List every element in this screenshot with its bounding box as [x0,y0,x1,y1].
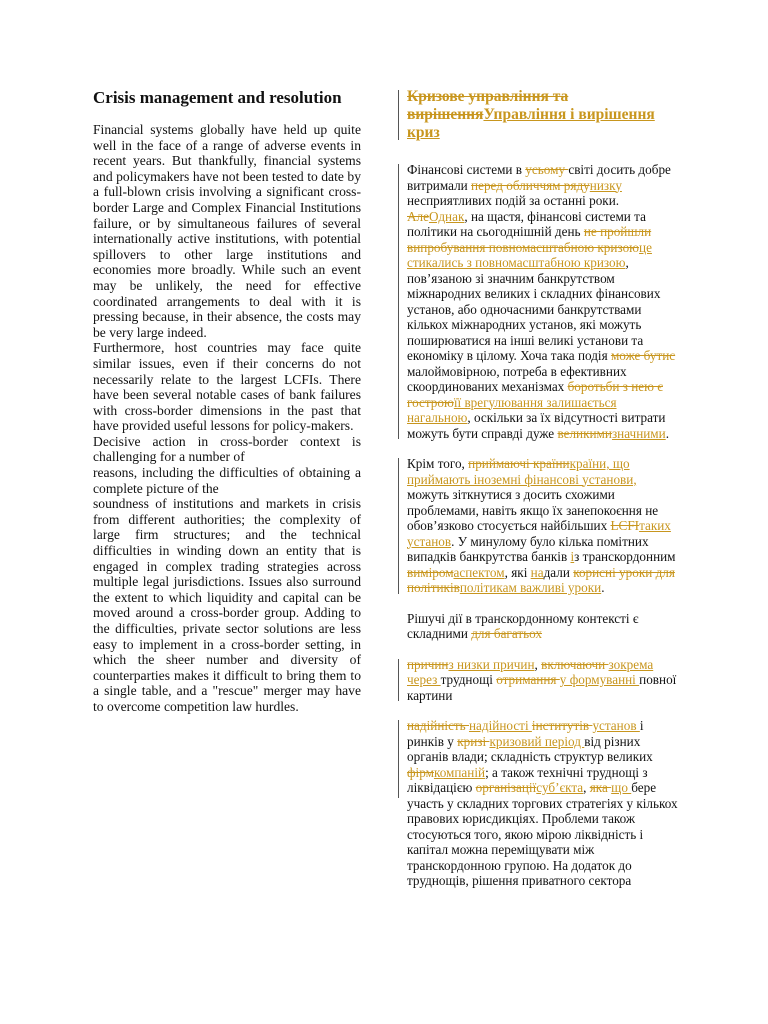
english-paragraph-4[interactable]: reasons, including the difficulties of obtaining a complete picture of the [93,465,361,496]
text-run: , оскільки за їх відсутності витрати можуть бути справді дуже [407,410,666,441]
english-paragraph-5[interactable]: soundness of institutions and markets in crisis from different authorities; the complexity of large firm structures; and the technical difficulties in winding down an entity that is engaged in complex trading strategies across multiple legal jurisdictions. Issues also surround the extent to which liquidity and capital can be moved around a cross-border group. Adding to the difficulties, private sector solutions are less easy to implement in a cross-border setting, in which the sheer number and diversity of counterparties makes it difficult to bring them to a single table, and a "rescue" merger may have to overcome competition law hurdles. [93,496,361,714]
english-paragraph-1[interactable]: Financial systems globally have held up quite well in the face of a range of adverse events in recent years. But thankfully, financial systems and policymakers have not been tested to date by a full-blown crisis involving a significant cross-border Large and Complex Financial Institutions failure, or by simultaneous failures of several internationally active institutions, with potential spillovers to other large institutions and economies more broadly. While such an event may be unlikely, the need for effective coordinated arrangements to deal with it is pressing because, in their absence, the costs may be very large indeed. [93,122,361,340]
change-bar [398,659,399,702]
deleted-text: Але [407,208,429,224]
change-bar [398,720,399,798]
translated-paragraph-5[interactable] [407,718,680,889]
inserted-text: кризовий період [489,733,585,749]
deleted-text: усьому [525,162,569,177]
translated-paragraph-5-block [398,718,680,889]
inserted-text: компаній [433,764,486,780]
text-run: труднощі [440,672,497,687]
english-column [93,88,361,715]
deleted-text: приймаючі країни [468,456,570,471]
translated-paragraph-3[interactable] [407,611,680,642]
translated-paragraph-1[interactable] [407,162,680,441]
deleted-text: кризі [457,733,490,749]
inserted-text: що [611,780,632,795]
inserted-text: з низки причин [448,656,535,672]
text-run: дали [543,564,574,580]
text-run: . [665,425,670,441]
inserted-text: зокрема через [407,656,654,687]
text-run: бере участь у складних торгових стратегіях у кількох правових юрисдикціях. Проблеми також стосуються того, якою мірою ліквідність і капітал можна переміщувати між транскордонною групою. На додаток до труднощів, рішення приватного сектора [407,780,678,888]
text-run: Рішучі дії в транскордонному контексті є складними [407,610,639,641]
deleted-text: корисні уроки для політиків [407,564,675,595]
text-run: несприятливих подій за останні роки. [407,193,620,208]
text-run: з транскордонним [574,549,676,564]
inserted-text: суб’єкта [536,780,584,795]
inserted-text: низку [589,177,622,193]
text-run: , [583,780,590,795]
text-run: , [534,656,542,672]
deleted-text: не пройшли випробування повномасштабною кризою [407,224,652,255]
text-run: можуть зіткнутися з досить схожими проблемами, навіть якщо їх занепокоєння не обов’язково стосується найбільших [407,487,659,533]
inserted-text: таких установ [407,518,671,549]
deleted-text: виміром [407,564,454,580]
inserted-text: надійності [469,718,532,733]
text-run: малоймовірною, потреба в ефективних скоординованих механізмах [407,363,627,394]
inserted-text: Управління і вирішення криз [407,106,655,141]
translated-title-block [398,88,680,142]
inserted-text: у формуванні [559,672,640,687]
text-run: , які [504,564,531,580]
inserted-text: установ [592,718,640,733]
ukrainian-column [398,88,680,889]
inserted-text: Однак [428,208,465,224]
deleted-text: організації [475,780,537,795]
text-run: , на щастя, фінансові системи та політики на сьогоднішній день [407,208,646,239]
change-bar [398,90,399,140]
translated-paragraph-3-block [398,611,680,642]
deleted-text: може бутис [610,348,676,363]
change-bar [398,164,399,439]
deleted-text: боротьби з нею є гострою [407,379,663,410]
translated-paragraph-4-block [398,657,680,704]
translated-paragraph-2-block [398,456,680,596]
inserted-text: значними [611,425,666,441]
deleted-text: великими [557,425,612,441]
text-run: . [601,580,605,595]
inserted-text: її врегулювання залишається нагальною [407,394,617,425]
inserted-text: політикам важливі уроки [459,580,602,595]
inserted-text: і [570,549,575,564]
text-run: ; а також технічні труднощі з ліквідацією [407,764,648,795]
text-run: . У минулому було кілька помітних випадків банкрутства банків [407,533,649,564]
inserted-text: країни, що приймають іноземні фінансові установи, [407,456,637,487]
translated-paragraph-2[interactable] [407,456,680,596]
translated-paragraph-1-block [398,162,680,441]
english-paragraph-2[interactable]: Furthermore, host countries may face quite similar issues, even if their concerns do not necessarily relate to the largest LCFIs. There have been several notable cases of bank failures with cross-border dimensions in the past that have provided useful lessons for policy-makers. [93,340,361,434]
deleted-text: причин [407,656,449,672]
deleted-text: для багатьох [471,626,542,641]
english-paragraph-3[interactable]: Decisive action in cross-border context is challenging for a number of [93,433,361,465]
deleted-text: фірм [407,764,434,780]
english-title[interactable]: Crisis management and resolution [93,88,342,107]
change-bar [398,458,399,594]
text-run: Фінансові системи в [407,162,526,177]
deleted-text: надійність [407,718,469,733]
text-run: від різних органів влади; складність структур великих [407,733,653,764]
deleted-text: яка [589,780,612,795]
deleted-text: інститутів [531,718,593,733]
text-run: і ринків у [407,718,644,749]
text-run: Крім того, [407,456,469,471]
translated-title[interactable] [407,88,680,142]
deleted-text: перед обличчям ряду [471,177,590,193]
inserted-text: аспектом [453,564,505,580]
text-run: повної картини [407,672,677,703]
deleted-text: отримання [496,672,560,687]
inserted-text: на [530,564,544,580]
deleted-text: включаючи [541,656,609,672]
text-run: світі досить добре витримали [407,162,671,193]
deleted-text: LCFI [610,518,640,533]
inserted-text: це стикались з повномасштабною кризою [407,239,652,270]
text-run: , пов’язаною зі значним банкрутством міжнародних великих і складних фінансових установ, або одночасними банкрутствами кількох міжнародних установ, які можуть поширюватися на інші великі установи та економіку в цілому. Хоча така подія [407,255,661,363]
deleted-text: Кризове управління та вирішення [407,88,569,123]
translated-paragraph-4[interactable] [407,657,680,704]
english-body [93,122,361,715]
